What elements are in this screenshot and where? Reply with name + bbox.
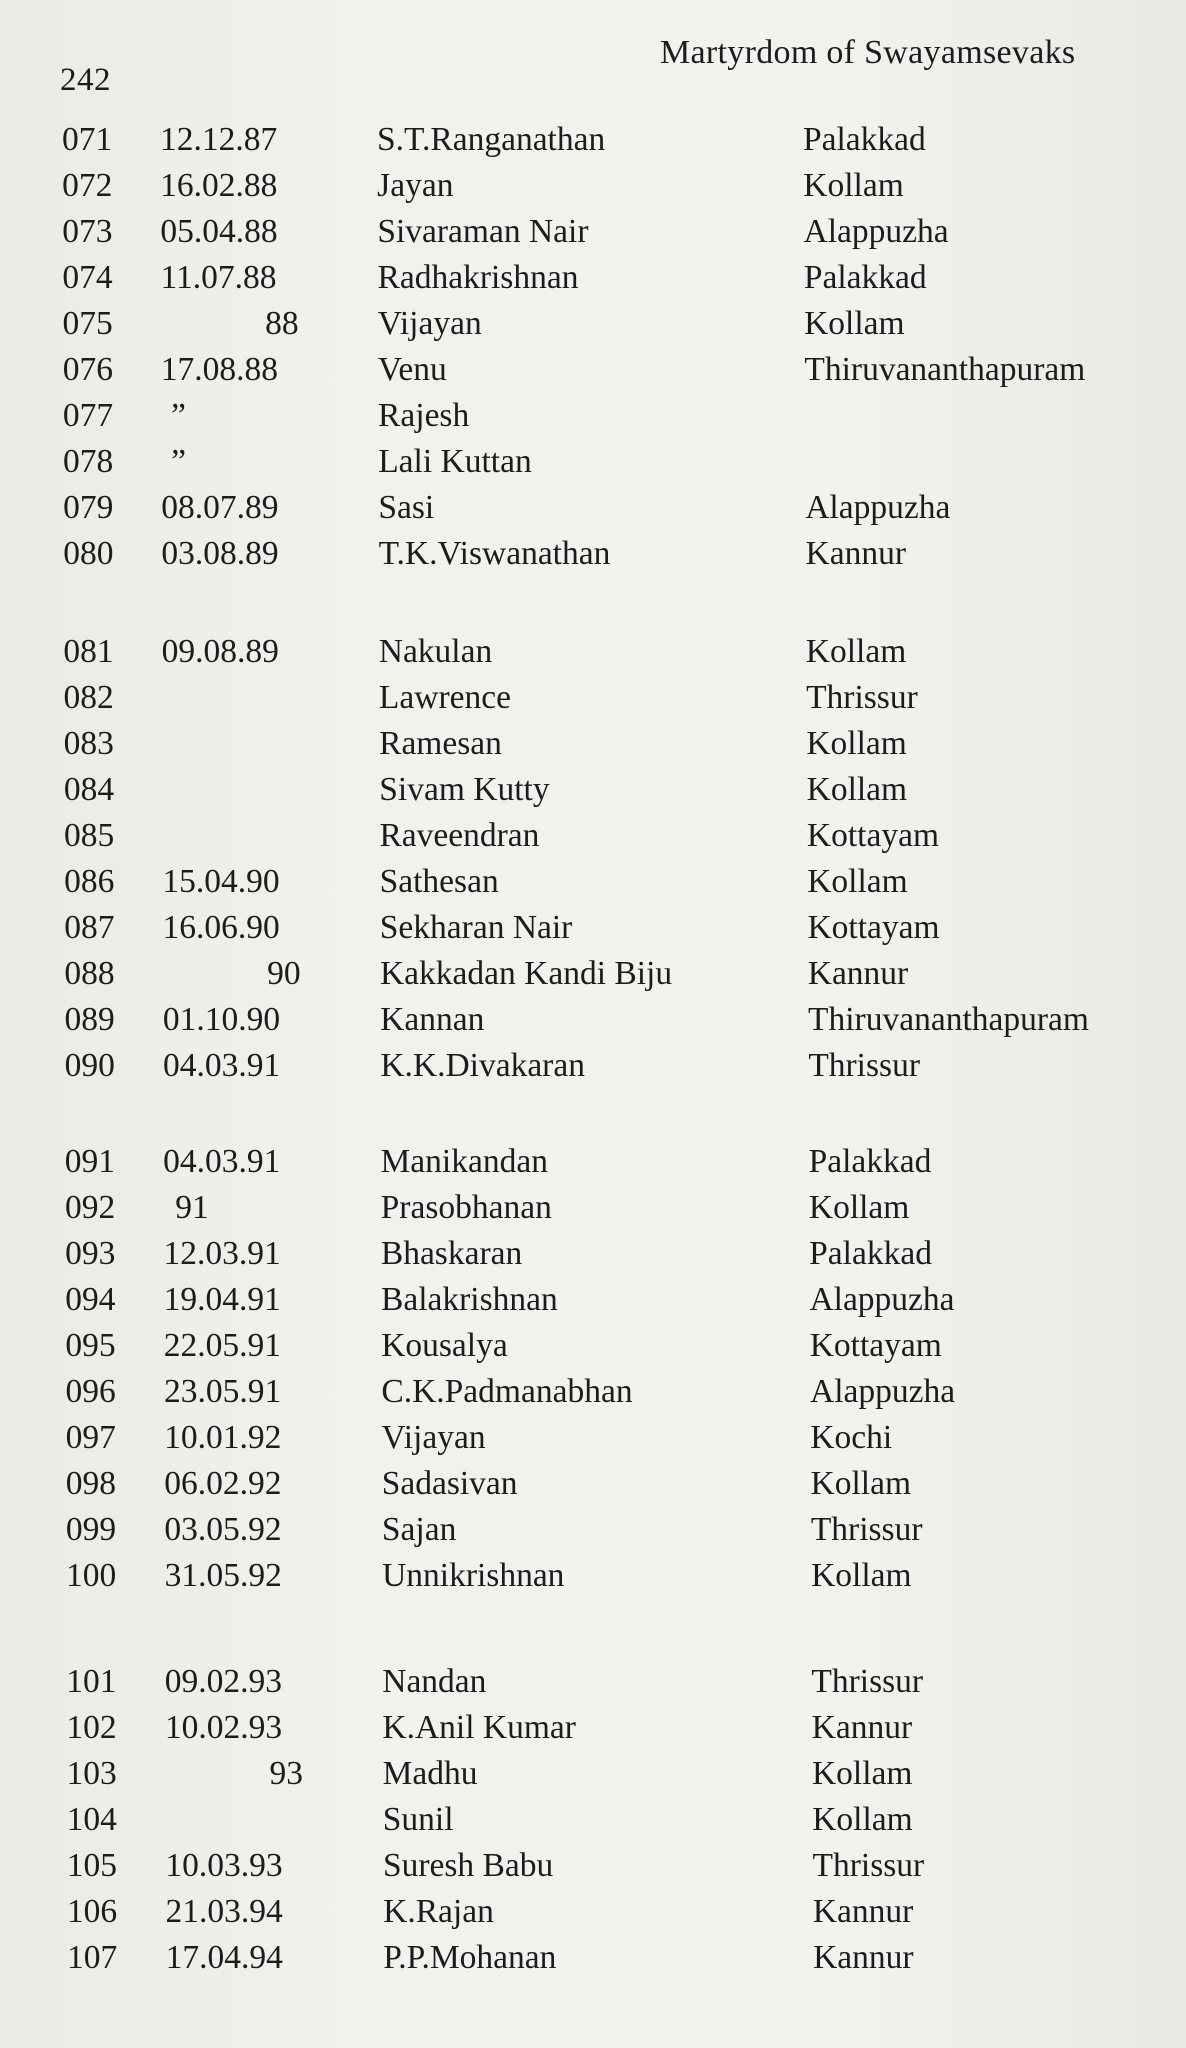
district-cell: Kollam bbox=[805, 633, 907, 670]
register-row bbox=[0, 210, 1186, 254]
serial-number: 078 bbox=[62, 443, 114, 480]
serial-number: 076 bbox=[62, 351, 113, 388]
serial-number: 099 bbox=[65, 1511, 117, 1548]
name-cell: Venu bbox=[377, 351, 447, 388]
register-row bbox=[0, 1706, 1186, 1750]
name-cell: Madhu bbox=[382, 1755, 478, 1792]
serial-number: 093 bbox=[65, 1235, 116, 1272]
serial-number: 091 bbox=[64, 1143, 116, 1180]
name-cell: Nandan bbox=[382, 1663, 487, 1700]
date-cell: 19.04.91 bbox=[163, 1281, 281, 1318]
register-row bbox=[0, 348, 1186, 392]
district-cell: Kottayam bbox=[807, 909, 940, 946]
serial-number: 100 bbox=[66, 1557, 117, 1594]
register-row bbox=[0, 1660, 1186, 1704]
district-cell: Kollam bbox=[806, 725, 907, 762]
name-cell: Sajan bbox=[381, 1511, 457, 1548]
name-cell: K.Anil Kumar bbox=[382, 1709, 576, 1746]
register-row bbox=[0, 164, 1186, 208]
date-cell: 90 bbox=[267, 955, 301, 992]
district-cell: Thrissur bbox=[811, 1663, 924, 1700]
name-cell: Prasobhanan bbox=[380, 1189, 552, 1226]
register-row bbox=[0, 440, 1186, 484]
register-row bbox=[0, 630, 1186, 674]
date-cell: ” bbox=[171, 443, 186, 480]
district-cell: Alappuzha bbox=[809, 1281, 955, 1318]
name-cell: Sivaraman Nair bbox=[377, 213, 589, 250]
register-row bbox=[0, 1752, 1186, 1796]
name-cell: T.K.Viswanathan bbox=[378, 535, 611, 572]
date-cell: 16.06.90 bbox=[162, 909, 280, 946]
district-cell: Kannur bbox=[805, 535, 906, 572]
date-cell: 10.02.93 bbox=[164, 1709, 283, 1746]
page-number: 242 bbox=[60, 62, 111, 98]
serial-number: 084 bbox=[63, 771, 115, 808]
district-cell: Thrissur bbox=[810, 1511, 923, 1548]
register-row bbox=[0, 1554, 1186, 1598]
serial-number: 080 bbox=[63, 535, 114, 572]
date-cell: ” bbox=[170, 397, 186, 434]
date-cell: 11.07.88 bbox=[160, 259, 277, 296]
serial-number: 105 bbox=[66, 1847, 117, 1884]
serial-number: 090 bbox=[64, 1047, 115, 1084]
name-cell: C.K.Padmanabhan bbox=[381, 1373, 633, 1410]
name-cell: Vijayan bbox=[377, 305, 482, 342]
district-cell: Alappuzha bbox=[805, 489, 951, 526]
serial-number: 086 bbox=[64, 863, 115, 900]
district-cell: Palakkad bbox=[803, 121, 926, 158]
register-row bbox=[0, 722, 1186, 766]
district-cell: Kollam bbox=[804, 305, 905, 342]
district-cell: Kollam bbox=[808, 1189, 910, 1226]
register-row bbox=[0, 1044, 1186, 1088]
date-cell: 05.04.88 bbox=[160, 213, 278, 250]
register-row bbox=[0, 1936, 1186, 1980]
name-cell: Sunil bbox=[382, 1801, 454, 1838]
serial-number: 088 bbox=[64, 955, 115, 992]
date-cell: 09.02.93 bbox=[164, 1663, 282, 1700]
serial-number: 075 bbox=[62, 305, 113, 342]
name-cell: Kannan bbox=[380, 1001, 485, 1038]
register-row bbox=[0, 532, 1186, 576]
register-row bbox=[0, 302, 1186, 346]
register-row bbox=[0, 1370, 1186, 1414]
district-cell: Thrissur bbox=[812, 1847, 925, 1884]
date-cell: 09.08.89 bbox=[161, 633, 279, 670]
district-cell: Thrissur bbox=[808, 1047, 920, 1084]
district-cell: Alappuzha bbox=[810, 1373, 956, 1410]
serial-number: 096 bbox=[65, 1373, 116, 1410]
district-cell: Thiruvananthapuram bbox=[804, 351, 1086, 388]
register-row bbox=[0, 1140, 1186, 1184]
district-cell: Kottayam bbox=[809, 1327, 942, 1364]
serial-number: 083 bbox=[63, 725, 114, 762]
date-cell: 12.03.91 bbox=[163, 1235, 281, 1272]
serial-number: 098 bbox=[65, 1465, 117, 1502]
date-cell: 93 bbox=[269, 1755, 304, 1792]
name-cell: Lawrence bbox=[378, 679, 511, 716]
serial-number: 077 bbox=[62, 397, 114, 434]
name-cell: Manikandan bbox=[380, 1143, 548, 1180]
name-cell: Unnikrishnan bbox=[382, 1557, 565, 1594]
name-cell: Jayan bbox=[377, 167, 454, 204]
serial-number: 097 bbox=[65, 1419, 116, 1456]
name-cell: Balakrishnan bbox=[381, 1281, 558, 1318]
date-cell: 04.03.91 bbox=[162, 1047, 281, 1084]
name-cell: Sasi bbox=[378, 489, 435, 526]
register-row bbox=[0, 1890, 1186, 1934]
name-cell: Sekharan Nair bbox=[379, 909, 573, 946]
serial-number: 082 bbox=[63, 679, 114, 716]
register-row bbox=[0, 814, 1186, 858]
date-cell: 12.12.87 bbox=[160, 121, 278, 158]
date-cell: 03.05.92 bbox=[164, 1511, 282, 1548]
district-cell: Thrissur bbox=[806, 679, 918, 716]
date-cell: 15.04.90 bbox=[162, 863, 280, 900]
serial-number: 092 bbox=[64, 1189, 116, 1226]
district-cell: Kollam bbox=[812, 1801, 913, 1838]
district-cell: Kannur bbox=[811, 1709, 913, 1746]
register-row bbox=[0, 486, 1186, 530]
serial-number: 073 bbox=[62, 213, 113, 250]
name-cell: Sathesan bbox=[379, 863, 499, 900]
name-cell: S.T.Ranganathan bbox=[377, 121, 606, 158]
district-cell: Palakkad bbox=[803, 259, 927, 296]
district-cell: Kollam bbox=[806, 771, 908, 808]
register-row bbox=[0, 1508, 1186, 1552]
register-row bbox=[0, 952, 1186, 996]
date-cell: 22.05.91 bbox=[163, 1327, 282, 1364]
register-row bbox=[0, 1278, 1186, 1322]
district-cell: Kannur bbox=[807, 955, 909, 992]
serial-number: 071 bbox=[62, 121, 113, 158]
date-cell: 23.05.91 bbox=[163, 1373, 282, 1410]
running-head: Martyrdom of Swayamsevaks bbox=[660, 34, 1076, 71]
serial-number: 085 bbox=[63, 817, 115, 854]
serial-number: 089 bbox=[64, 1001, 115, 1038]
serial-number: 104 bbox=[66, 1801, 117, 1838]
name-cell: Nakulan bbox=[378, 633, 493, 670]
register-row bbox=[0, 1798, 1186, 1842]
district-cell: Thiruvananthapuram bbox=[808, 1001, 1089, 1038]
name-cell: P.P.Mohanan bbox=[383, 1939, 557, 1976]
district-cell: Palakkad bbox=[808, 1143, 932, 1180]
serial-number: 087 bbox=[64, 909, 115, 946]
date-cell: 10.03.93 bbox=[165, 1847, 283, 1884]
name-cell: Lali Kuttan bbox=[378, 443, 532, 480]
district-cell: Kollam bbox=[811, 1557, 912, 1594]
district-cell: Kannur bbox=[813, 1939, 914, 1976]
serial-number: 095 bbox=[65, 1327, 116, 1364]
name-cell: Ramesan bbox=[379, 725, 502, 762]
name-cell: Kousalya bbox=[381, 1327, 508, 1364]
name-cell: K.Rajan bbox=[383, 1893, 494, 1930]
date-cell: 03.08.89 bbox=[161, 535, 279, 572]
serial-number: 074 bbox=[62, 259, 113, 296]
date-cell: 01.10.90 bbox=[162, 1001, 281, 1038]
serial-number: 102 bbox=[66, 1709, 117, 1746]
serial-number: 106 bbox=[66, 1893, 118, 1930]
date-cell: 88 bbox=[265, 305, 299, 342]
register-row bbox=[0, 256, 1186, 300]
name-cell: K.K.Divakaran bbox=[380, 1047, 585, 1084]
serial-number: 081 bbox=[63, 633, 114, 670]
serial-number: 101 bbox=[66, 1663, 117, 1700]
register-row bbox=[0, 1232, 1186, 1276]
register-row bbox=[0, 860, 1186, 904]
district-cell: Kollam bbox=[810, 1465, 912, 1502]
serial-number: 079 bbox=[63, 489, 114, 526]
name-cell: Bhaskaran bbox=[380, 1235, 523, 1272]
name-cell: Suresh Babu bbox=[382, 1847, 554, 1884]
register-row bbox=[0, 1416, 1186, 1460]
name-cell: Radhakrishnan bbox=[377, 259, 579, 296]
district-cell: Kollam bbox=[803, 167, 904, 204]
date-cell: 17.08.88 bbox=[160, 351, 279, 388]
district-cell: Kottayam bbox=[806, 817, 940, 854]
date-cell: 31.05.92 bbox=[164, 1557, 282, 1594]
district-cell: Kollam bbox=[807, 863, 908, 900]
register-row bbox=[0, 1844, 1186, 1888]
date-cell: 04.03.91 bbox=[163, 1143, 281, 1180]
district-cell: Kannur bbox=[812, 1893, 914, 1930]
date-cell: 91 bbox=[175, 1189, 209, 1226]
name-cell: Kakkadan Kandi Biju bbox=[379, 955, 673, 992]
date-cell: 06.02.92 bbox=[164, 1465, 282, 1502]
name-cell: Sivam Kutty bbox=[379, 771, 550, 808]
serial-number: 094 bbox=[65, 1281, 116, 1318]
register-row bbox=[0, 1186, 1186, 1230]
name-cell: Rajesh bbox=[378, 397, 470, 434]
register-row bbox=[0, 394, 1186, 438]
date-cell: 16.02.88 bbox=[160, 167, 278, 204]
serial-number: 103 bbox=[66, 1755, 117, 1792]
register-row bbox=[0, 906, 1186, 950]
date-cell: 21.03.94 bbox=[165, 1893, 283, 1930]
serial-number: 107 bbox=[67, 1939, 118, 1976]
date-cell: 10.01.92 bbox=[164, 1419, 282, 1456]
register-row bbox=[0, 1462, 1186, 1506]
register-row bbox=[0, 768, 1186, 812]
date-cell: 17.04.94 bbox=[165, 1939, 283, 1976]
register-row bbox=[0, 676, 1186, 720]
district-cell: Kollam bbox=[811, 1755, 913, 1792]
name-cell: Sadasivan bbox=[381, 1465, 518, 1502]
register-row bbox=[0, 118, 1186, 162]
district-cell: Kochi bbox=[810, 1419, 893, 1456]
register-row bbox=[0, 998, 1186, 1042]
name-cell: Vijayan bbox=[381, 1419, 486, 1456]
serial-number: 072 bbox=[62, 167, 113, 204]
date-cell: 08.07.89 bbox=[161, 489, 279, 526]
district-cell: Palakkad bbox=[809, 1235, 932, 1272]
district-cell: Alappuzha bbox=[803, 213, 949, 250]
name-cell: Raveendran bbox=[379, 817, 540, 854]
register-row bbox=[0, 1324, 1186, 1368]
